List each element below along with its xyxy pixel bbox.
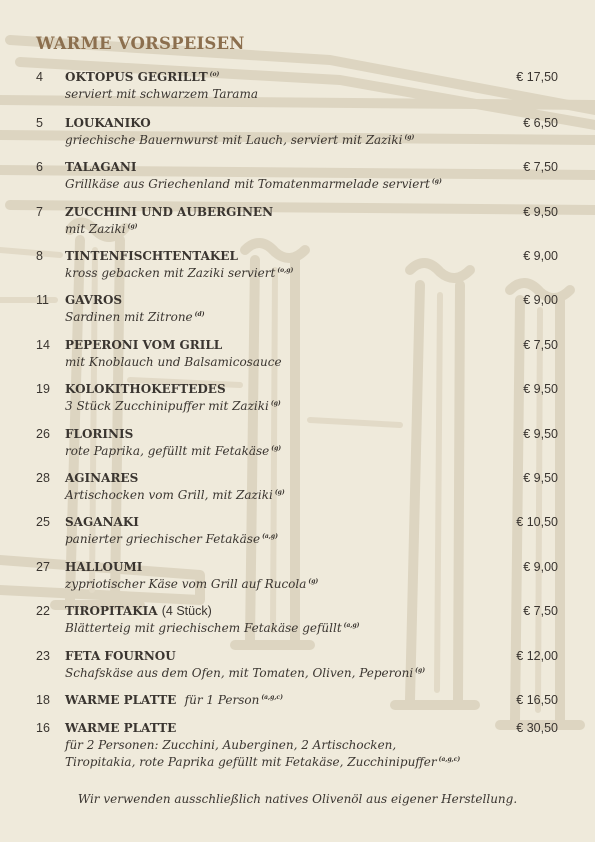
item-number: 6	[36, 160, 43, 174]
item-name: HALLOUMI	[65, 560, 143, 574]
item-price: € 17,50	[516, 70, 558, 84]
item-price: € 16,50	[516, 693, 558, 707]
allergen-code: (a,g)	[262, 533, 278, 540]
item-name: WARME PLATTE für 1 Person $^{(a,g,c)}$	[65, 693, 283, 707]
item-price: € 7,50	[523, 338, 558, 352]
item-number: 11	[36, 293, 49, 307]
item-name: TALAGANI	[65, 160, 137, 174]
allergen-code: (g)	[127, 223, 138, 230]
item-name: FETA FOURNOU	[65, 649, 176, 663]
item-description: Artischocken vom Grill, mit Zaziki $^{(g)}$	[65, 488, 285, 502]
item-name: KOLOKITHOKEFTEDES	[65, 382, 226, 396]
item-price: € 9,50	[523, 427, 558, 441]
item-description: griechische Bauernwurst mit Lauch, serviert mit Zaziki $^{(g)}$	[65, 133, 415, 147]
item-number: 4	[36, 70, 43, 84]
item-price: € 9,00	[523, 293, 558, 307]
item-name: FLORINIS	[65, 427, 134, 441]
allergen-code: (a,g,c)	[261, 694, 283, 701]
item-name: TIROPITAKIA (4 Stück)	[65, 604, 212, 618]
item-price: € 12,00	[516, 649, 558, 663]
item-number: 19	[36, 382, 50, 396]
item-name: LOUKANIKO	[65, 116, 151, 130]
item-name-quantity: (4 Stück)	[161, 604, 212, 618]
section-heading: WARME VORSPEISEN	[36, 34, 245, 53]
allergen-code: (d)	[194, 311, 205, 318]
item-number: 26	[36, 427, 50, 441]
allergen-code: (g)	[274, 489, 285, 496]
allergen-code: (g)	[404, 134, 415, 141]
item-description: serviert mit schwarzem Tarama	[65, 87, 258, 101]
item-description: für 2 Personen: Zucchini, Auberginen, 2 Artischocken,	[65, 738, 397, 752]
item-portion: für 1 Person	[184, 693, 260, 707]
item-number: 28	[36, 471, 50, 485]
item-description: kross gebacken mit Zaziki serviert $^{(o,g)}$	[65, 266, 294, 280]
item-name: GAVROS	[65, 293, 123, 307]
item-description: Grillkäse aus Griechenland mit Tomatenmarmelade serviert $^{(g)}$	[65, 177, 442, 191]
item-name: AGINARES	[65, 471, 139, 485]
item-number: 14	[36, 338, 50, 352]
item-price: € 7,50	[523, 160, 558, 174]
allergen-code: (a,g,c)	[438, 756, 461, 763]
allergen-code: (g)	[308, 578, 319, 585]
allergen-code: (o,g)	[277, 267, 294, 274]
allergen-code: (g)	[270, 400, 281, 407]
item-price: € 6,50	[523, 116, 558, 130]
item-description: Schafskäse aus dem Ofen, mit Tomaten, Oliven, Peperoni $^{(g)}$	[65, 666, 426, 680]
item-description: Blätterteig mit griechischem Fetakäse gefüllt $^{(a,g)}$	[65, 621, 360, 635]
item-number: 8	[36, 249, 43, 263]
allergen-code: (g)	[271, 445, 282, 452]
item-description: mit Knoblauch und Balsamicosauce	[65, 355, 282, 369]
item-number: 7	[36, 205, 43, 219]
item-description: mit Zaziki $^{(g)}$	[65, 222, 138, 236]
item-name: ZUCCHINI UND AUBERGINEN	[65, 205, 274, 219]
item-price: € 9,00	[523, 560, 558, 574]
item-price: € 9,50	[523, 471, 558, 485]
allergen-code: (o)	[209, 71, 220, 78]
item-description: rote Paprika, gefüllt mit Fetakäse $^{(g)}$	[65, 444, 282, 458]
item-price: € 7,50	[523, 604, 558, 618]
item-price: € 10,50	[516, 515, 558, 529]
allergen-code: (g)	[431, 178, 442, 185]
item-number: 27	[36, 560, 50, 574]
item-price: € 9,50	[523, 205, 558, 219]
item-name: OKTOPUS GEGRILLT $^{(o)}$	[65, 70, 220, 84]
item-number: 22	[36, 604, 50, 618]
allergen-code: (g)	[415, 667, 426, 674]
item-number: 18	[36, 693, 50, 707]
item-name: WARME PLATTE	[65, 721, 177, 735]
item-number: 16	[36, 721, 50, 735]
item-name: PEPERONI VOM GRILL	[65, 338, 223, 352]
item-description-line2: Tiropitakia, rote Paprika gefüllt mit Fetakäse, Zucchinipuffer $^{(a,g,c)}$	[65, 755, 461, 769]
item-number: 25	[36, 515, 50, 529]
olive-oil-note: Wir verwenden ausschließlich natives Olivenöl aus eigener Herstellung.	[77, 792, 518, 806]
item-description: Sardinen mit Zitrone $^{(d)}$	[65, 310, 205, 324]
item-price: € 30,50	[516, 721, 558, 735]
allergen-code: (a,g)	[343, 622, 360, 629]
item-description: zypriotischer Käse vom Grill auf Rucola $^{(g)}$	[65, 577, 319, 591]
item-number: 23	[36, 649, 50, 663]
item-price: € 9,00	[523, 249, 558, 263]
item-price: € 9,50	[523, 382, 558, 396]
item-description: panierter griechischer Fetakäse $^{(a,g)}$	[65, 532, 278, 546]
item-name: TINTENFISCHTENTAKEL	[65, 249, 238, 263]
item-description: 3 Stück Zucchinipuffer mit Zaziki $^{(g)}$	[65, 399, 281, 413]
item-number: 5	[36, 116, 43, 130]
item-name: SAGANAKI	[65, 515, 139, 529]
